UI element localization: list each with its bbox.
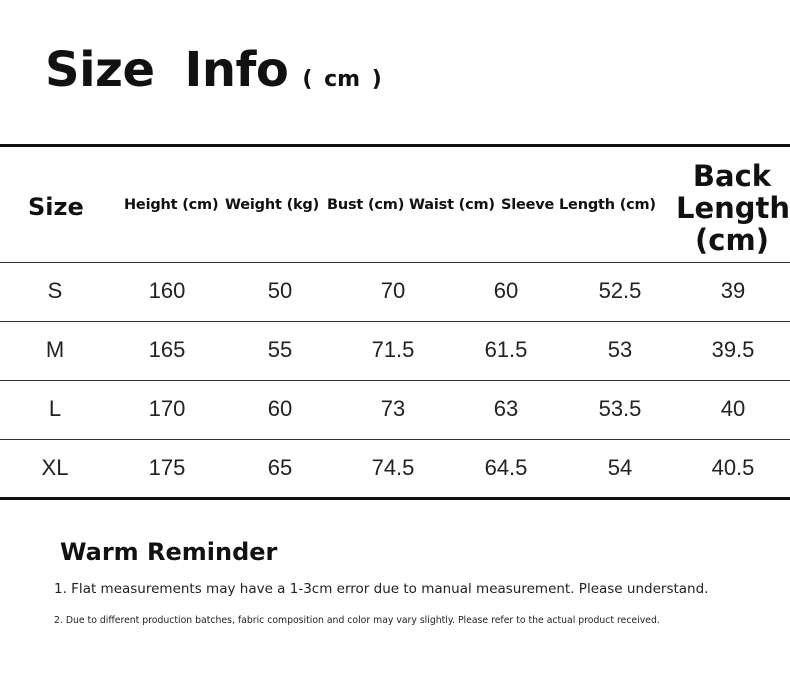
cell-height: 170 <box>148 396 186 421</box>
table-row-xl <box>0 439 790 497</box>
table-row-l <box>0 380 790 438</box>
cell-sleeve: 54 <box>607 455 633 480</box>
table-row-s <box>0 262 790 320</box>
cell-sleeve: 53.5 <box>598 396 642 421</box>
cell-height: 175 <box>148 455 186 480</box>
header-bust: Bust (cm) <box>327 197 405 213</box>
header-back-line1: Back <box>692 159 772 193</box>
cell-sleeve: 52.5 <box>598 278 642 303</box>
cell-bust: 73 <box>380 396 406 421</box>
cell-size: S <box>47 278 63 303</box>
table-top-rule <box>0 144 790 147</box>
cell-waist: 64.5 <box>484 455 528 480</box>
cell-weight: 50 <box>267 278 293 303</box>
cell-back: 40 <box>720 396 746 421</box>
cell-height: 160 <box>148 278 186 303</box>
cell-weight: 55 <box>267 337 293 362</box>
reminder-note-2: 2. Due to different production batches, fabric composition and color may vary slightly. Please refer to the actual product received. <box>54 615 660 626</box>
header-weight: Weight (kg) <box>225 197 320 213</box>
header-height: Height (cm) <box>124 197 219 213</box>
cell-back: 40.5 <box>711 455 755 480</box>
cell-waist: 61.5 <box>484 337 528 362</box>
header-size: Size <box>28 193 84 221</box>
title-info-word: Info <box>184 42 289 98</box>
page-title <box>45 42 382 98</box>
cell-bust: 71.5 <box>371 337 415 362</box>
cell-bust: 70 <box>380 278 406 303</box>
header-waist: Waist (cm) <box>409 197 495 213</box>
cell-back: 39 <box>720 278 746 303</box>
cell-size: L <box>48 396 62 421</box>
cell-sleeve: 53 <box>607 337 633 362</box>
cell-size: XL <box>41 455 69 480</box>
title-size-word: Size <box>45 42 155 98</box>
header-sleeve-length: Sleeve Length (cm) <box>501 197 656 213</box>
cell-height: 165 <box>148 337 186 362</box>
cell-bust: 74.5 <box>371 455 415 480</box>
table-row-m <box>0 321 790 379</box>
cell-back: 39.5 <box>711 337 755 362</box>
cell-size: M <box>45 337 65 362</box>
header-back-line3: (cm) <box>695 223 769 257</box>
cell-waist: 63 <box>493 396 519 421</box>
header-back-line2: Length <box>676 191 790 225</box>
table-bottom-rule <box>0 497 790 500</box>
cell-weight: 60 <box>267 396 293 421</box>
header-back-length <box>676 160 788 256</box>
reminder-note-1: 1. Flat measurements may have a 1-3cm error due to manual measurement. Please understand. <box>54 581 709 597</box>
title-unit: ( cm ) <box>302 67 382 92</box>
warm-reminder-heading: Warm Reminder <box>60 538 278 566</box>
cell-waist: 60 <box>493 278 519 303</box>
cell-weight: 65 <box>267 455 293 480</box>
